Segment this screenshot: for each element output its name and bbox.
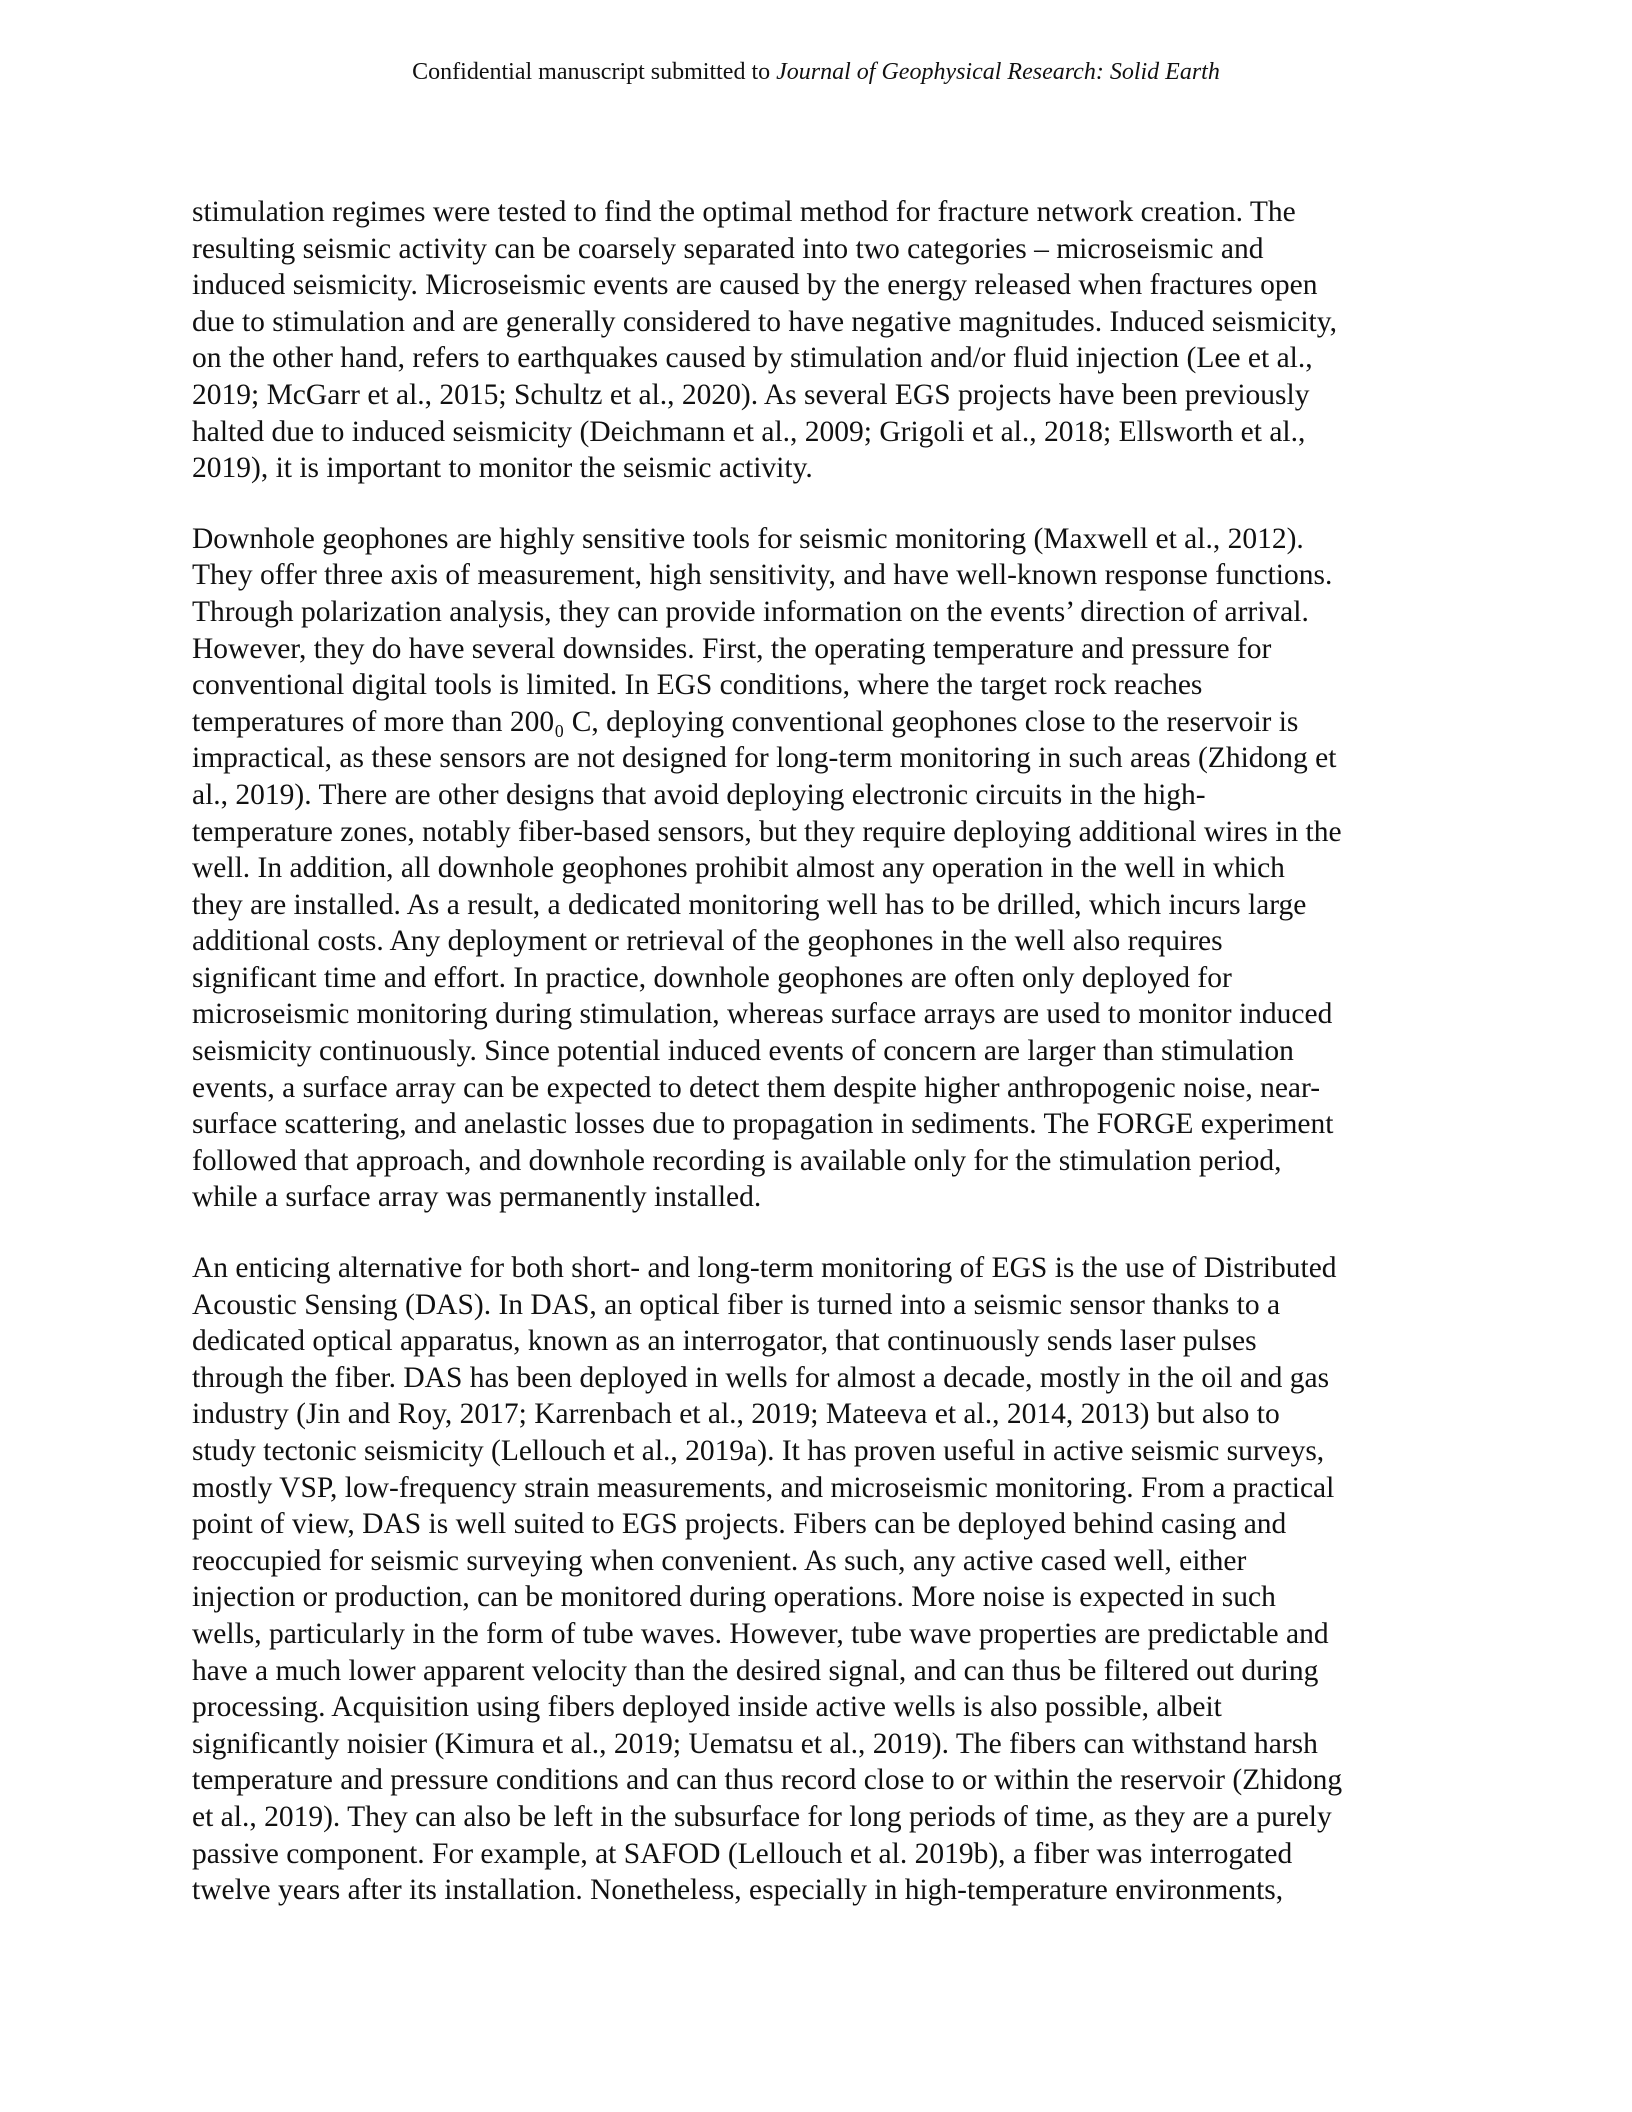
text-line: induced seismicity. Microseismic events are caused by the energy released when fractures open [192, 269, 1318, 302]
text-line: study tectonic seismicity (Lellouch et al., 2019a). It has proven useful in active seismic surveys, [192, 1435, 1325, 1467]
text-line: However, they do have several downsides. First, the operating temperature and pressure for [192, 632, 1272, 665]
text-line: injection or production, can be monitored during operations. More noise is expected in such [192, 1581, 1276, 1614]
text-line: temperature and pressure conditions and can thus record close to or within the reservoir (Zhidong [192, 1764, 1343, 1797]
text-line: mostly VSP, low-frequency strain measurements, and microseismic monitoring. From a practical [192, 1471, 1335, 1504]
text-line: Through polarization analysis, they can provide information on the events’ direction of arrival. [192, 595, 1309, 628]
text-line: have a much lower apparent velocity than the desired signal, and can thus be filtered out during [192, 1654, 1319, 1687]
header-prefix: Confidential manuscript submitted to [412, 59, 777, 85]
paragraph-stimulation [192, 194, 1452, 487]
text-line: while a surface array was permanently installed. [192, 1181, 762, 1214]
text-line: significantly noisier (Kimura et al., 2019; Uematsu et al., 2019). The fibers can withstand harsh [192, 1727, 1318, 1760]
text-line: stimulation regimes were tested to find the optimal method for fracture network creation. The [192, 196, 1296, 228]
text-line: industry (Jin and Roy, 2017; Karrenbach et al., 2019; Mateeva et al., 2014, 2013) but also to [192, 1398, 1280, 1431]
text-line: impractical, as these sensors are not designed for long-term monitoring in such areas (Zhidong et [192, 742, 1337, 775]
text-line: surface scattering, and anelastic losses due to propagation in sediments. The FORGE experiment [192, 1108, 1334, 1141]
text-line: wells, particularly in the form of tube waves. However, tube wave properties are predictable and [192, 1617, 1329, 1650]
text-line: halted due to induced seismicity (Deichmann et al., 2009; Grigoli et al., 2018; Ellsworth et al., [192, 415, 1306, 448]
text-line: dedicated optical apparatus, known as an interrogator, that continuously sends laser pulses [192, 1325, 1257, 1358]
text-line: et al., 2019). They can also be left in the subsurface for long periods of time, as they are a purely [192, 1800, 1332, 1833]
text-line: events, a surface array can be expected to detect them despite higher anthropogenic noise, near- [192, 1071, 1321, 1104]
text-line: processing. Acquisition using fibers deployed inside active wells is also possible, albeit [192, 1691, 1222, 1724]
text-line: they are installed. As a result, a dedicated monitoring well has to be drilled, which incurs large [192, 888, 1307, 921]
text-line: They offer three axis of measurement, high sensitivity, and have well-known response functions. [192, 559, 1333, 592]
text-line: significant time and effort. In practice, downhole geophones are often only deployed for [192, 961, 1232, 994]
body-text [192, 194, 1452, 1943]
text-line: Downhole geophones are highly sensitive tools for seismic monitoring (Maxwell et al., 2012). [192, 522, 1304, 555]
text-line: 2019; McGarr et al., 2015; Schultz et al., 2020). As several EGS projects have been previously [192, 378, 1310, 411]
text-line: additional costs. Any deployment or retrieval of the geophones in the well also requires [192, 925, 1223, 958]
text-line: due to stimulation and are generally considered to have negative magnitudes. Induced seismicity, [192, 305, 1337, 338]
paragraph-downhole-geophones [192, 521, 1452, 1216]
paragraph-das [192, 1250, 1452, 1909]
journal-name: Journal of Geophysical Research: Solid Earth [776, 59, 1220, 85]
text-line: point of view, DAS is well suited to EGS projects. Fibers can be deployed behind casing and [192, 1508, 1287, 1541]
text-line: al., 2019). There are other designs that avoid deploying electronic circuits in the high- [192, 778, 1206, 811]
text-line: Acoustic Sensing (DAS). In DAS, an optical fiber is turned into a seismic sensor thanks to a [192, 1288, 1281, 1321]
text-line: followed that approach, and downhole recording is available only for the stimulation period, [192, 1144, 1282, 1177]
text-line: resulting seismic activity can be coarsely separated into two categories – microseismic and [192, 232, 1264, 265]
text-line: conventional digital tools is limited. In EGS conditions, where the target rock reaches [192, 669, 1203, 702]
text-line: microseismic monitoring during stimulation, whereas surface arrays are used to monitor induced [192, 998, 1333, 1031]
text-line: seismicity continuously. Since potential induced events of concern are larger than stimulation [192, 1035, 1294, 1068]
text-line: An enticing alternative for both short- and long-term monitoring of EGS is the use of Distributed [192, 1252, 1337, 1285]
text-line: on the other hand, refers to earthquakes caused by stimulation and/or fluid injection (Lee et al., [192, 342, 1313, 375]
text-line: through the fiber. DAS has been deployed in wells for almost a decade, mostly in the oil and gas [192, 1361, 1330, 1394]
text-line: temperature zones, notably fiber-based sensors, but they require deploying additional wires in the [192, 815, 1342, 848]
text-line: passive component. For example, at SAFOD (Lellouch et al. 2019b), a fiber was interrogated [192, 1837, 1293, 1870]
text-line: reoccupied for seismic surveying when convenient. As such, any active cased well, either [192, 1544, 1247, 1577]
running-header [0, 56, 1632, 88]
text-line: twelve years after its installation. Nonetheless, especially in high-temperature environments, [192, 1874, 1284, 1907]
text-line: temperatures of more than 200₀ C, deploying conventional geophones close to the reservoir is [192, 705, 1299, 738]
text-line: well. In addition, all downhole geophones prohibit almost any operation in the well in which [192, 852, 1285, 885]
text-line: 2019), it is important to monitor the seismic activity. [192, 452, 813, 485]
